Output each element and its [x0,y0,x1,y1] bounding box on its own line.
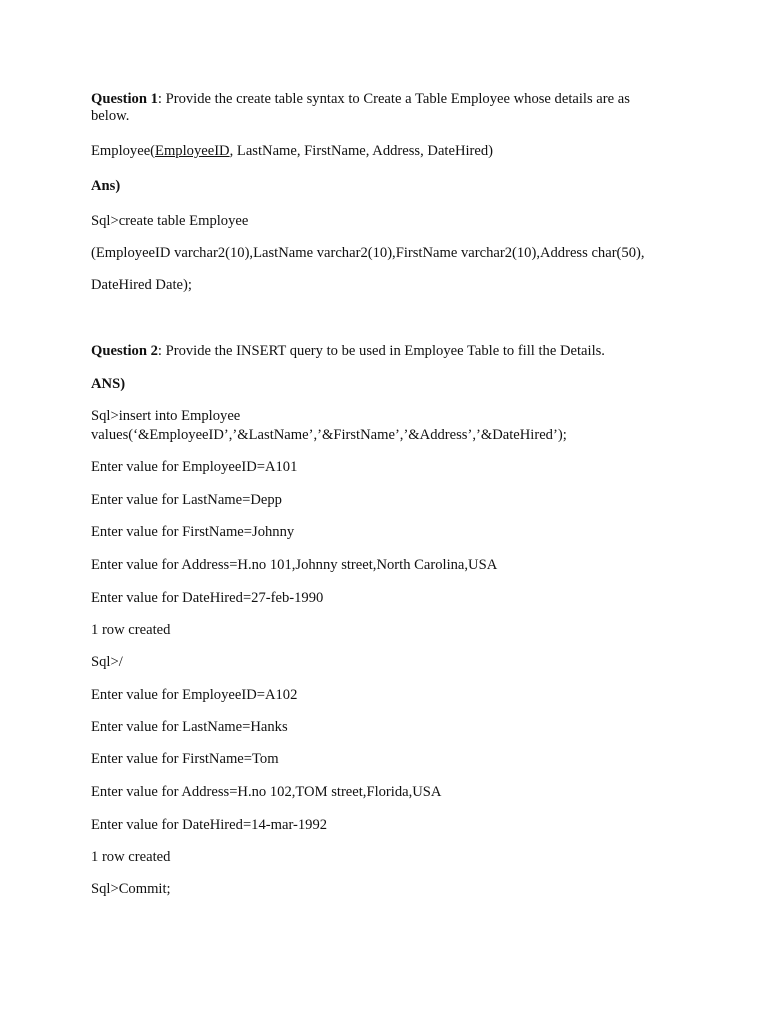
prompt-first-name: Enter value for FirstName=Tom [91,751,279,767]
question-2-text: : Provide the INSERT query to be used in Employee Table to fill the Details. [157,343,605,359]
prompt-last-name: Enter value for LastName=Hanks [91,719,288,735]
sql-last-column-line: DateHired Date); [91,277,192,293]
schema-prefix: Employee( [91,143,156,159]
question-2-line [91,342,605,360]
question-1-text: : Provide the create table syntax to Create a Table Employee whose details are as [157,91,630,107]
prompt-employee-id: Enter value for EmployeeID=A102 [91,687,298,703]
sql-create-line: Sql>create table Employee [91,213,249,229]
sql-columns-line: (EmployeeID varchar2(10),LastName varchar2(10),FirstName varchar2(10),Address char(50), [91,245,645,261]
sql-insert-line: Sql>insert into Employee [91,408,241,424]
question-1-continuation: below. [91,108,130,124]
sql-values-line: values(‘&EmployeeID’,’&LastName’,’&FirstName’,’&Address’,’&DateHired’); [91,427,567,443]
sql-repeat-command: Sql>/ [91,654,123,670]
prompt-last-name: Enter value for LastName=Depp [91,492,282,508]
prompt-address: Enter value for Address=H.no 102,TOM street,Florida,USA [91,784,442,800]
question-2-label: Question 2 [91,343,158,359]
row-created-message: 1 row created [91,622,171,638]
answer-1-label: Ans) [91,178,121,194]
schema-primary-key: EmployeeID [155,143,230,159]
schema-attributes: , LastName, FirstName, Address, DateHired) [229,143,494,159]
sql-commit-command: Sql>Commit; [91,881,171,897]
answer-2-label: ANS) [91,376,126,392]
prompt-date-hired: Enter value for DateHired=14-mar-1992 [91,817,328,833]
prompt-address: Enter value for Address=H.no 101,Johnny street,North Carolina,USA [91,557,498,573]
question-1-line [91,90,630,108]
prompt-employee-id: Enter value for EmployeeID=A101 [91,459,298,475]
question-1-label: Question 1 [91,91,158,107]
row-created-message: 1 row created [91,849,171,865]
prompt-date-hired: Enter value for DateHired=27-feb-1990 [91,590,324,606]
employee-schema [91,142,493,160]
prompt-first-name: Enter value for FirstName=Johnny [91,524,295,540]
